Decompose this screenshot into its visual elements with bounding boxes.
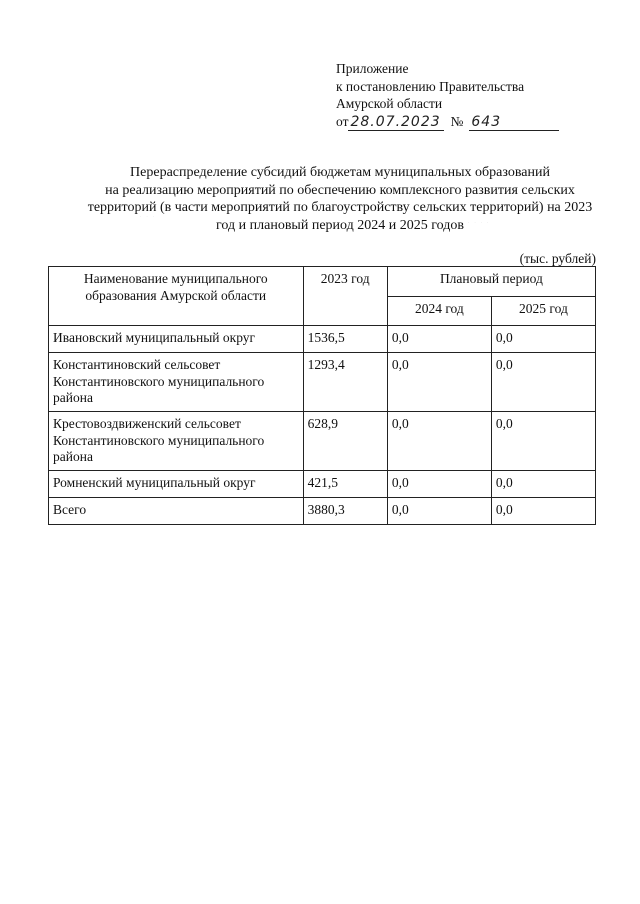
table-row	[49, 326, 596, 353]
total-2024: 0,0	[387, 498, 491, 525]
subsidy-table	[48, 266, 596, 525]
header-2025: 2025 год	[491, 297, 595, 326]
row-2023: 1293,4	[303, 353, 387, 412]
row-2023: 421,5	[303, 471, 387, 498]
total-label: Всего	[49, 498, 304, 525]
row-2024: 0,0	[387, 412, 491, 471]
row-name: Ивановский муниципальный округ	[49, 326, 304, 353]
table-row	[49, 471, 596, 498]
row-name: Константиновский сельсовет Константиновского муниципального района	[49, 353, 304, 412]
appendix-decree-line: к постановлению Правительства	[336, 78, 525, 94]
appendix-region-line: Амурской области	[336, 96, 443, 111]
table-row	[49, 353, 596, 412]
row-2023: 1536,5	[303, 326, 387, 353]
header-2024: 2024 год	[387, 297, 491, 326]
units-label: (тыс. рублей)	[519, 251, 596, 266]
row-2023: 628,9	[303, 412, 387, 471]
row-name: Крестовоздвиженский сельсовет Константиновского муниципального района	[49, 412, 304, 471]
total-2025: 0,0	[491, 498, 595, 525]
row-2024: 0,0	[387, 353, 491, 412]
handwritten-number: 643	[469, 115, 559, 131]
header-2023: 2023 год	[303, 267, 387, 326]
header-name: Наименование муниципального образования Амурской области	[49, 267, 304, 326]
row-2025: 0,0	[491, 326, 595, 353]
row-2024: 0,0	[387, 471, 491, 498]
total-2023: 3880,3	[303, 498, 387, 525]
row-2025: 0,0	[491, 353, 595, 412]
header-planned-period: Плановый период	[387, 267, 595, 297]
title-line-3: территорий (в части мероприятий по благоустройству сельских территорий) на 2023	[87, 200, 593, 215]
row-name: Ромненский муниципальный округ	[49, 471, 304, 498]
document-title	[60, 164, 620, 234]
scan-noise: · · · ·	[468, 220, 491, 225]
row-2024: 0,0	[387, 326, 491, 353]
row-2025: 0,0	[491, 412, 595, 471]
title-line-2: на реализацию мероприятий по обеспечению комплексного развития сельских	[105, 182, 575, 198]
table-row	[49, 412, 596, 471]
table-header-row	[49, 267, 596, 297]
scan-noise: · · ·	[140, 214, 156, 219]
appendix-header	[336, 60, 559, 131]
row-2025: 0,0	[491, 471, 595, 498]
title-line-4: год и плановый период 2024 и 2025 годов	[216, 217, 464, 233]
appendix-label: Приложение	[336, 61, 409, 76]
table-total-row	[49, 498, 596, 525]
number-sign: №	[450, 113, 464, 129]
appendix-date-number-line	[336, 113, 559, 131]
handwritten-date: 28.07.2023	[348, 115, 444, 131]
date-prefix: от	[336, 113, 349, 129]
title-line-1: Перераспределение субсидий бюджетам муниципальных образований	[130, 165, 550, 180]
